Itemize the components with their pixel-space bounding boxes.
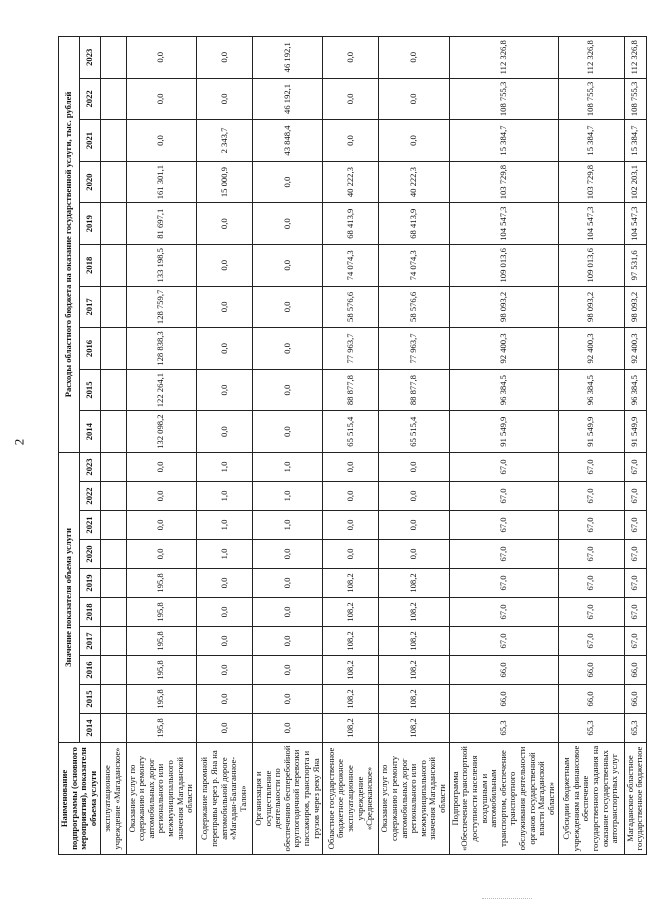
- rotated-table-frame: [58, 37, 645, 855]
- volume-value-cell: 0,0: [196, 656, 252, 685]
- volume-value-cell: 67,0: [624, 482, 646, 511]
- volume-value-cell: 66,0: [624, 685, 646, 714]
- volume-value-cell: [100, 714, 126, 743]
- expense-value-cell: 103 729,8: [558, 161, 624, 203]
- expense-value-cell: 112 326,8: [449, 36, 558, 78]
- header-row-years: [79, 36, 100, 854]
- expense-value-cell: [100, 328, 126, 370]
- expense-value-cell: 91 549,9: [624, 411, 646, 453]
- volume-value-cell: 0,0: [196, 685, 252, 714]
- volume-value-cell: 67,0: [624, 627, 646, 656]
- expense-value-cell: 40 222,3: [323, 161, 379, 203]
- row-name-cell: Оказание услуг по содержанию и ремонту автомобильных дорог регионального или межмуниципального значения Магаданской области: [379, 743, 449, 855]
- expense-value-cell: 0,0: [196, 286, 252, 328]
- volume-group-header: Значение показателя объема услуги: [59, 452, 80, 742]
- volume-value-cell: 0,0: [126, 482, 196, 511]
- table-row: [252, 36, 322, 854]
- volume-value-cell: 108,2: [379, 598, 449, 627]
- volume-value-cell: 67,0: [624, 569, 646, 598]
- expense-value-cell: 43 848,4: [252, 120, 322, 162]
- expense-group-header: Расходы областного бюджета на оказание государственной услуги, тыс. рублей: [59, 36, 80, 452]
- volume-value-cell: 0,0: [323, 482, 379, 511]
- volume-value-cell: 108,2: [323, 685, 379, 714]
- expense-value-cell: 88 877,8: [323, 369, 379, 411]
- expense-value-cell: 98 093,2: [558, 286, 624, 328]
- volume-value-cell: 67,0: [558, 540, 624, 569]
- expense-value-cell: 104 547,3: [558, 203, 624, 245]
- row-name-cell: Областное государственное бюджетное дорожное эксплуатационное учреждение «Среднеканское»: [323, 743, 379, 855]
- volume-value-cell: 108,2: [323, 569, 379, 598]
- volume-value-cell: 67,0: [558, 482, 624, 511]
- services-table: [58, 36, 647, 855]
- volume-value-cell: 0,0: [196, 569, 252, 598]
- expense-value-cell: [100, 369, 126, 411]
- expense-value-cell: 0,0: [252, 369, 322, 411]
- expense-value-cell: 15 384,7: [449, 120, 558, 162]
- volume-value-cell: 65,3: [449, 714, 558, 743]
- expense-value-cell: 0,0: [196, 245, 252, 287]
- table-row: [624, 36, 646, 854]
- expense-value-cell: 15 384,7: [624, 120, 646, 162]
- volume-value-cell: 108,2: [323, 656, 379, 685]
- expense-value-cell: 0,0: [126, 36, 196, 78]
- expense-value-cell: 0,0: [379, 36, 449, 78]
- expense-value-cell: [100, 36, 126, 78]
- volume-value-cell: 66,0: [449, 685, 558, 714]
- expense-value-cell: [100, 286, 126, 328]
- volume-value-cell: 67,0: [624, 452, 646, 481]
- expense-year-header: 2022: [79, 78, 100, 120]
- expense-value-cell: 97 531,6: [624, 245, 646, 287]
- volume-value-cell: 1,0: [196, 482, 252, 511]
- volume-value-cell: 66,0: [449, 656, 558, 685]
- expense-value-cell: 46 192,1: [252, 78, 322, 120]
- name-column-header: Наименование подпрограммы (основного мероприятия), показателя объема услуги: [59, 743, 101, 855]
- volume-value-cell: 1,0: [252, 482, 322, 511]
- expense-value-cell: 88 877,8: [379, 369, 449, 411]
- volume-value-cell: 0,0: [379, 511, 449, 540]
- expense-year-header: 2016: [79, 328, 100, 370]
- volume-value-cell: 108,2: [323, 714, 379, 743]
- expense-value-cell: 0,0: [323, 120, 379, 162]
- table-row: [558, 36, 624, 854]
- expense-value-cell: 102 203,1: [624, 161, 646, 203]
- expense-value-cell: 0,0: [196, 203, 252, 245]
- expense-value-cell: 92 400,3: [624, 328, 646, 370]
- row-name-cell: Содержание паромной переправы через р. Яна на автомобильной дороге «Магадан-Балаганное-Талон»: [196, 743, 252, 855]
- volume-value-cell: 0,0: [379, 452, 449, 481]
- expense-value-cell: 81 697,1: [126, 203, 196, 245]
- expense-value-cell: 68 413,9: [323, 203, 379, 245]
- expense-value-cell: 96 384,5: [449, 369, 558, 411]
- row-name-cell: эксплуатационное учреждение «Магаданское»: [100, 743, 126, 855]
- volume-value-cell: 195,8: [126, 598, 196, 627]
- volume-year-header: 2021: [79, 511, 100, 540]
- volume-value-cell: 0,0: [379, 482, 449, 511]
- volume-year-header: 2019: [79, 569, 100, 598]
- volume-value-cell: 0,0: [252, 540, 322, 569]
- table-body: [100, 36, 646, 854]
- expense-value-cell: 40 222,3: [379, 161, 449, 203]
- volume-value-cell: 0,0: [196, 598, 252, 627]
- volume-value-cell: 108,2: [379, 656, 449, 685]
- volume-value-cell: 67,0: [449, 598, 558, 627]
- expense-value-cell: 65 515,4: [323, 411, 379, 453]
- volume-value-cell: 67,0: [449, 511, 558, 540]
- expense-value-cell: 112 326,8: [624, 36, 646, 78]
- expense-value-cell: 0,0: [126, 120, 196, 162]
- volume-value-cell: 67,0: [558, 511, 624, 540]
- volume-value-cell: 0,0: [379, 540, 449, 569]
- volume-year-header: 2023: [79, 452, 100, 481]
- volume-value-cell: [100, 511, 126, 540]
- volume-year-header: 2022: [79, 482, 100, 511]
- volume-value-cell: 0,0: [252, 598, 322, 627]
- volume-value-cell: 65,3: [558, 714, 624, 743]
- expense-value-cell: 109 013,6: [558, 245, 624, 287]
- table-row: [323, 36, 379, 854]
- expense-value-cell: 58 576,6: [323, 286, 379, 328]
- expense-value-cell: 108 755,3: [624, 78, 646, 120]
- expense-value-cell: 58 576,6: [379, 286, 449, 328]
- table-container: [58, 37, 645, 855]
- volume-year-header: 2015: [79, 685, 100, 714]
- expense-value-cell: [100, 203, 126, 245]
- expense-year-header: 2020: [79, 161, 100, 203]
- volume-value-cell: 0,0: [323, 511, 379, 540]
- expense-value-cell: 92 400,3: [449, 328, 558, 370]
- expense-value-cell: [100, 245, 126, 287]
- expense-value-cell: 0,0: [196, 411, 252, 453]
- volume-value-cell: 0,0: [252, 714, 322, 743]
- expense-value-cell: 0,0: [196, 78, 252, 120]
- expense-value-cell: 0,0: [252, 203, 322, 245]
- volume-value-cell: 195,8: [126, 627, 196, 656]
- row-name-cell: Субсидии бюджетным учреждениям на финансовое обеспечение государственного задания на оказание государственных автотранспортных услуг: [558, 743, 624, 855]
- expense-value-cell: 77 963,7: [323, 328, 379, 370]
- volume-year-header: 2017: [79, 627, 100, 656]
- volume-value-cell: 67,0: [558, 452, 624, 481]
- row-name-cell: Магаданское областное государственное бюджетное: [624, 743, 646, 855]
- expense-value-cell: 92 400,3: [558, 328, 624, 370]
- expense-value-cell: 15 384,7: [558, 120, 624, 162]
- volume-value-cell: 66,0: [558, 685, 624, 714]
- expense-value-cell: 0,0: [196, 369, 252, 411]
- volume-value-cell: 67,0: [624, 511, 646, 540]
- expense-value-cell: 96 384,5: [558, 369, 624, 411]
- volume-value-cell: 67,0: [449, 482, 558, 511]
- expense-value-cell: 77 963,7: [379, 328, 449, 370]
- volume-value-cell: 0,0: [323, 452, 379, 481]
- volume-value-cell: 195,8: [126, 685, 196, 714]
- expense-value-cell: 0,0: [252, 161, 322, 203]
- expense-value-cell: 104 547,3: [449, 203, 558, 245]
- volume-year-header: 2020: [79, 540, 100, 569]
- expense-value-cell: 0,0: [379, 120, 449, 162]
- expense-value-cell: 91 549,9: [558, 411, 624, 453]
- volume-value-cell: 1,0: [252, 511, 322, 540]
- volume-value-cell: 0,0: [252, 685, 322, 714]
- expense-value-cell: 128 838,3: [126, 328, 196, 370]
- expense-value-cell: [100, 161, 126, 203]
- expense-value-cell: 0,0: [323, 78, 379, 120]
- expense-value-cell: 0,0: [252, 245, 322, 287]
- expense-value-cell: 68 413,9: [379, 203, 449, 245]
- volume-value-cell: 108,2: [323, 627, 379, 656]
- volume-year-header: 2018: [79, 598, 100, 627]
- volume-value-cell: 1,0: [196, 452, 252, 481]
- expense-year-header: 2018: [79, 245, 100, 287]
- expense-year-header: 2019: [79, 203, 100, 245]
- expense-value-cell: 0,0: [252, 411, 322, 453]
- expense-value-cell: 132 098,2: [126, 411, 196, 453]
- expense-value-cell: 161 301,1: [126, 161, 196, 203]
- expense-value-cell: 109 013,6: [449, 245, 558, 287]
- expense-value-cell: 104 547,3: [624, 203, 646, 245]
- expense-value-cell: 74 074,3: [323, 245, 379, 287]
- volume-value-cell: 0,0: [323, 540, 379, 569]
- volume-value-cell: 67,0: [558, 569, 624, 598]
- volume-value-cell: 65,3: [624, 714, 646, 743]
- volume-value-cell: [100, 452, 126, 481]
- expense-year-header: 2023: [79, 36, 100, 78]
- volume-value-cell: 108,2: [379, 627, 449, 656]
- header-row-groups: [59, 36, 80, 854]
- volume-value-cell: [100, 540, 126, 569]
- row-name-cell: Оказание услуг по содержанию и ремонту автомобильных дорог регионального или межмуниципального значения Магаданской области: [126, 743, 196, 855]
- volume-value-cell: 66,0: [624, 656, 646, 685]
- expense-value-cell: 133 198,5: [126, 245, 196, 287]
- expense-value-cell: 98 093,2: [449, 286, 558, 328]
- volume-value-cell: 1,0: [252, 452, 322, 481]
- volume-value-cell: 0,0: [252, 627, 322, 656]
- volume-value-cell: 1,0: [196, 511, 252, 540]
- expense-year-header: 2014: [79, 411, 100, 453]
- volume-value-cell: 0,0: [252, 656, 322, 685]
- row-name-cell: Организация и осуществление деятельности по обеспечению бесперебойной круглогодичной перевозки пассажиров, транспорта и грузов через реку Яна: [252, 743, 322, 855]
- volume-year-header: 2014: [79, 714, 100, 743]
- volume-value-cell: 67,0: [449, 452, 558, 481]
- volume-value-cell: 66,0: [558, 656, 624, 685]
- volume-value-cell: 67,0: [624, 540, 646, 569]
- volume-value-cell: [100, 598, 126, 627]
- volume-value-cell: 1,0: [196, 540, 252, 569]
- volume-value-cell: 0,0: [252, 569, 322, 598]
- volume-value-cell: 195,8: [126, 569, 196, 598]
- volume-value-cell: 0,0: [126, 540, 196, 569]
- expense-value-cell: 91 549,9: [449, 411, 558, 453]
- volume-value-cell: 108,2: [379, 714, 449, 743]
- expense-value-cell: 0,0: [252, 286, 322, 328]
- expense-year-header: 2021: [79, 120, 100, 162]
- volume-value-cell: 67,0: [449, 540, 558, 569]
- volume-value-cell: 108,2: [379, 569, 449, 598]
- expense-value-cell: 0,0: [323, 36, 379, 78]
- row-name-cell: Подпрограмма «Обеспечение транспортной доступности населения воздушным и автомобильным транспортом, обеспечение транспортного обслуживания деятельности органов государственной власти Магаданской области»: [449, 743, 558, 855]
- expense-value-cell: 128 759,7: [126, 286, 196, 328]
- table-row: [449, 36, 558, 854]
- volume-value-cell: 195,8: [126, 714, 196, 743]
- page-number: 2: [11, 438, 27, 446]
- expense-value-cell: 0,0: [196, 36, 252, 78]
- volume-value-cell: [100, 627, 126, 656]
- volume-year-header: 2016: [79, 656, 100, 685]
- expense-value-cell: [100, 120, 126, 162]
- volume-value-cell: 0,0: [126, 511, 196, 540]
- volume-value-cell: 195,8: [126, 656, 196, 685]
- expense-year-header: 2017: [79, 286, 100, 328]
- volume-value-cell: 0,0: [196, 714, 252, 743]
- expense-value-cell: 46 192,1: [252, 36, 322, 78]
- expense-value-cell: [100, 411, 126, 453]
- expense-value-cell: 98 093,2: [624, 286, 646, 328]
- scan-artifact: [482, 898, 532, 901]
- expense-value-cell: 112 326,8: [558, 36, 624, 78]
- expense-value-cell: 0,0: [196, 328, 252, 370]
- volume-value-cell: 108,2: [379, 685, 449, 714]
- expense-value-cell: 122 264,1: [126, 369, 196, 411]
- volume-value-cell: 67,0: [558, 598, 624, 627]
- expense-value-cell: 65 515,4: [379, 411, 449, 453]
- volume-value-cell: 67,0: [624, 598, 646, 627]
- expense-year-header: 2015: [79, 369, 100, 411]
- volume-value-cell: 0,0: [126, 452, 196, 481]
- volume-value-cell: [100, 685, 126, 714]
- table-row: [100, 36, 126, 854]
- expense-value-cell: 96 384,5: [624, 369, 646, 411]
- volume-value-cell: 67,0: [558, 627, 624, 656]
- table-row: [379, 36, 449, 854]
- expense-value-cell: 108 755,3: [449, 78, 558, 120]
- volume-value-cell: 0,0: [196, 627, 252, 656]
- expense-value-cell: 0,0: [379, 78, 449, 120]
- expense-value-cell: 74 074,3: [379, 245, 449, 287]
- volume-value-cell: 108,2: [323, 598, 379, 627]
- volume-value-cell: [100, 482, 126, 511]
- expense-value-cell: 15 000,9: [196, 161, 252, 203]
- expense-value-cell: 0,0: [252, 328, 322, 370]
- volume-value-cell: [100, 569, 126, 598]
- expense-value-cell: 108 755,3: [558, 78, 624, 120]
- volume-value-cell: [100, 656, 126, 685]
- expense-value-cell: 103 729,8: [449, 161, 558, 203]
- expense-value-cell: 0,0: [126, 78, 196, 120]
- expense-value-cell: [100, 78, 126, 120]
- table-row: [196, 36, 252, 854]
- volume-value-cell: 67,0: [449, 627, 558, 656]
- table-row: [126, 36, 196, 854]
- volume-value-cell: 67,0: [449, 569, 558, 598]
- expense-value-cell: 2 343,7: [196, 120, 252, 162]
